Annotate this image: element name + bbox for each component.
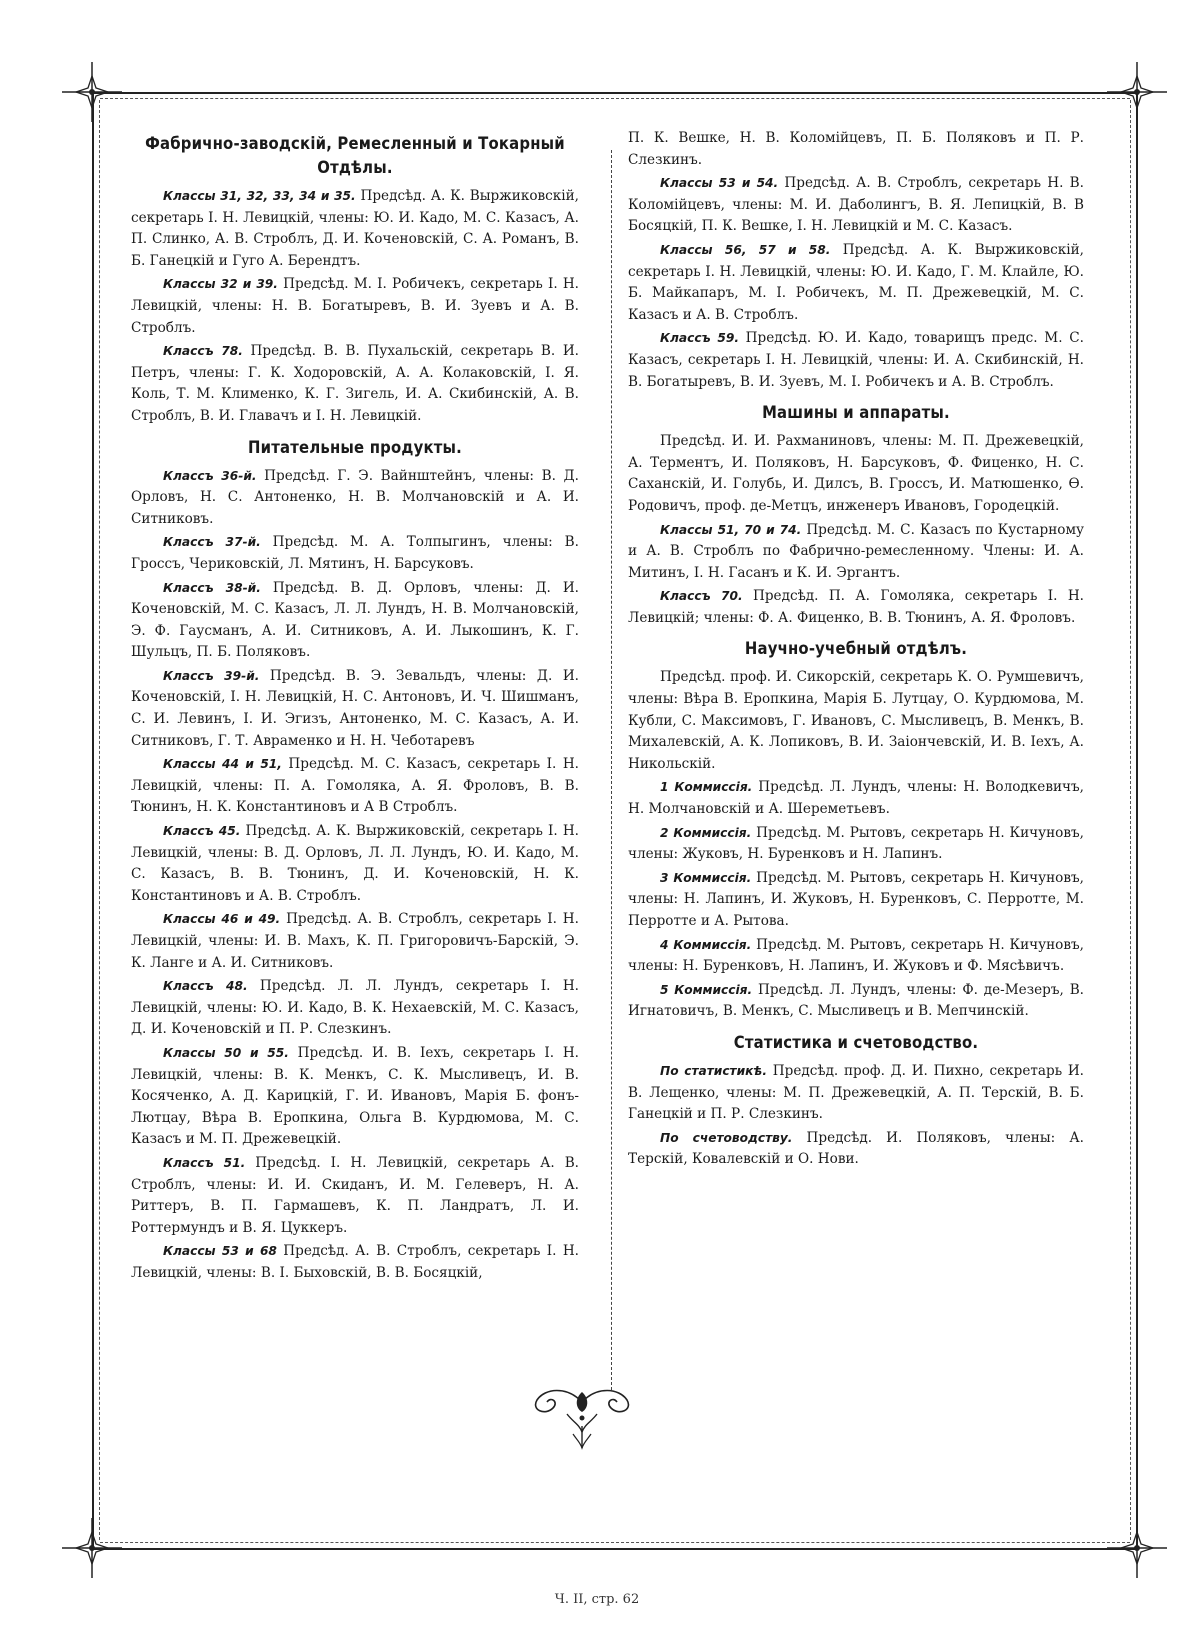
entry-label: По статистикѣ. <box>660 1063 768 1078</box>
entry <box>131 909 579 974</box>
entry <box>131 1241 579 1284</box>
entry-label: 2 Коммиссія. <box>660 825 752 840</box>
entry <box>131 578 579 664</box>
page-footer: Ч. II, стр. 62 <box>554 1592 640 1607</box>
section-title-science: Научно-учебный отдѣлъ. <box>744 639 968 659</box>
entry-label: Классъ 36-й. <box>163 468 257 483</box>
entry-label: Классы 51, 70 и 74. <box>660 522 802 537</box>
entry-text: Предсѣд. Л. Л. Лундъ, секретарь І. Н. Левицкій, члены: Ю. И. Кадо, В. К. Нехаевскій, М. С. Казасъ, Д. И. Коченовскій и П. Р. Слезкинъ. <box>131 978 579 1038</box>
entry-label: Классы 56, 57 и 58. <box>660 242 831 257</box>
entry-text: Предсѣд. И. Поляковъ, члены: А. Терскій, Ковалевскій и О. Нови. <box>628 1129 1084 1168</box>
corner-ornament-bottom-right-icon <box>1107 1518 1167 1578</box>
entry-text: Предсѣд. Г. Э. Вайнштейнъ, члены: В. Д. Орловъ, Н. С. Антоненко, Н. В. Молчановскій и А. И. Ситниковъ. <box>131 467 579 527</box>
entry-text: Предсѣд. Ю. И. Кадо, товарищъ предс. М. С. Казасъ, секретарь І. Н. Левицкій, члены: И. А. Скибинскій, Н. В. Богатыревъ, В. И. Зуевъ, М. І. Робичекъ и А. В. Строблъ. <box>628 330 1084 390</box>
entry-text: Предсѣд. В. В. Пухальскій, секретарь В. И. Петръ, члены: Г. К. Ходоровскій, А. А. Колаковскій, І. Я. Коль, Т. М. Клименко, К. Г. Зигель, И. А. Скибинскій, А. В. Строблъ, В. И. Главачъ и І. Н. Левицкій. <box>131 343 580 424</box>
entry-text: Предсѣд. А. В. Строблъ, секретарь І. Н. Левицкій, члены: В. І. Быховскій, В. В. Босяцкій, <box>131 1243 579 1281</box>
frame-left-inner-border <box>99 100 100 1540</box>
section-title-machines: Машины и аппараты. <box>762 403 950 423</box>
entry-text: Предсѣд. А. В. Строблъ, секретарь І. Н. Левицкій, члены: И. В. Махъ, К. П. Григоровичъ-Барскій, Э. К. Ланге и А. И. Ситниковъ. <box>131 911 579 971</box>
entry-text: Предсѣд. А. К. Выржиковскій, секретарь І. Н. Левицкій, члены: Ю. И. Кадо, Г. М. Клайле, Ю. Б. Майкапаръ, М. І. Робичекъ, М. П. Дрежевецкій, М. С. Казасъ и А. В. Строблъ. <box>628 241 1084 323</box>
entry-label: По счетоводству. <box>660 1130 793 1145</box>
entry-text: Предсѣд. проф. Д. И. Пихно, секретарь И. В. Лещенко, члены: М. П. Дрежевецкій, А. П. Терскій, В. Б. Ганецкій и П. Р. Слезкинъ. <box>628 1062 1085 1123</box>
entry-label: Классъ 39-й. <box>163 668 260 683</box>
entry-label: Классъ 70. <box>660 589 743 604</box>
corner-ornament-top-right-icon <box>1107 62 1167 122</box>
entry <box>131 666 579 752</box>
entry <box>628 1128 1084 1171</box>
entry <box>131 821 579 907</box>
entry <box>131 754 579 819</box>
entry <box>628 328 1084 393</box>
entry <box>628 777 1084 820</box>
entry-text: Предсѣд. М. А. Толпыгинъ, члены: В. Гроссъ, Чериковскій, Л. Мятинъ, Н. Барсуковъ. <box>131 534 579 572</box>
entry-label: Классы 31, 32, 33, 34 и 35. <box>163 189 356 203</box>
frame-right-border <box>1136 92 1138 1548</box>
entry <box>628 1061 1084 1126</box>
entry-text: Предсѣд. М. Рытовъ, секретарь Н. Кичуновъ, члены: Н. Лапинъ, И. Жуковъ, Н. Буренковъ, С. Перротте, М. Перротте и А. Рытова. <box>628 869 1084 929</box>
entry-text: Предсѣд. М. С. Казасъ по Кустарному и А. В. Строблъ по Фабрично-ремесленному. Члены: И. А. Митинъ, І. Н. Гасанъ и К. И. Эргантъ. <box>628 521 1085 581</box>
section-title-food: Питательные продукты. <box>248 437 462 457</box>
frame-right-inner-border <box>1130 100 1131 1540</box>
entry-text: Предсѣд. І. Н. Левицкій, секретарь А. В. Строблъ, члены: И. И. Скиданъ, И. М. Гелеверъ, Н. А. Риттеръ, В. П. Гармашевъ, К. П. Ландратъ, Л. И. Роттермундъ и В. Я. Цуккеръ. <box>131 1154 580 1236</box>
entry <box>131 1043 579 1151</box>
entry <box>131 274 579 339</box>
frame-bottom-inner-border <box>100 1542 1130 1543</box>
section-title-fabric: Фабрично-заводскій, Ремесленный и Токарный Отдѣлы. <box>145 134 565 177</box>
entry <box>628 173 1084 238</box>
section-intro: Предсѣд. И. И. Рахманиновъ, члены: М. П. Дрежевецкій, А. Терментъ, И. Поляковъ, Н. Барсуковъ, Ф. Фиценко, Н. С. Саханскій, И. Голубь, И. Дилсъ, В. Гроссъ, И. Матюшенко, Ѳ. Родовичъ, проф. де-Метцъ, инженеръ Ивановъ, Городецкій. <box>628 433 1084 514</box>
entry <box>131 1153 579 1239</box>
entry-label: Классъ 48. <box>163 979 248 994</box>
entry-label: Классъ 45. <box>163 824 241 839</box>
entry-text: Предсѣд. М. Рытовъ, секретарь Н. Кичуновъ, члены: Жуковъ, Н. Буренковъ и Н. Лапинъ. <box>628 824 1084 863</box>
entry-text: Предсѣд. М. Рытовъ, секретарь Н. Кичуновъ, члены: Н. Буренковъ, Н. Лапинъ, И. Жуковъ и Ф. Мясѣвичъ. <box>628 936 1084 975</box>
entry-text: Предсѣд. В. Э. Зевальдъ, члены: Д. И. Коченовскій, І. Н. Левицкій, Н. С. Антоновъ, И. Ч. Шишманъ, С. И. Левинъ, І. И. Эгизъ, Антоненко, М. С. Казасъ, А. И. Ситниковъ, Г. Т. Авраменко и Н. Н. Чеботаревъ <box>131 667 579 749</box>
entry-label: Классы 44 и 51, <box>163 757 282 772</box>
entry-label: Классъ 78. <box>163 344 243 359</box>
entry-text: Предсѣд. А. К. Выржиковскій, секретарь І. Н. Левицкій, члены: Ю. И. Кадо, М. С. Казасъ, А. П. Слинко, А. В. Строблъ, Д. И. Коченовскій, С. А. Романъ, В. Б. Ганецкій и Гуго А. Берендтъ. <box>131 188 579 269</box>
section-title-stats: Статистика и счетоводство. <box>733 1032 979 1052</box>
entry <box>628 980 1084 1023</box>
entry-label: 5 Коммиссія. <box>660 982 753 997</box>
frame-bottom-border <box>92 1548 1138 1550</box>
entry-label: Классъ 51. <box>163 1155 246 1170</box>
entry-text: Предсѣд. И. В. Іехъ, секретарь І. Н. Левицкій, члены: В. К. Менкъ, С. К. Мысливецъ, И. В. Косяченко, А. Д. Карицкій, Г. И. Ивановъ, Марія Б. фонъ-Лютцау, Вѣра В. Еропкина, Ольга В. Курдюмова, М. С. Казасъ и М. П. Дрежевецкій. <box>131 1044 580 1148</box>
entry-label: 1 Коммиссія. <box>660 780 753 795</box>
entry-label: Классы 46 и 49. <box>163 912 281 927</box>
corner-ornament-top-left-icon <box>62 62 122 122</box>
entry-text: Предсѣд. Л. Лундъ, члены: Н. Володкевичъ, Н. Молчановскій и А. Шереметьевъ. <box>628 779 1084 818</box>
entry <box>628 520 1084 585</box>
entry-text: Предсѣд. Л. Лундъ, члены: Ф. де-Мезеръ, В. Игнатовичъ, В. Менкъ, С. Мысливецъ и В. Мепчинскій. <box>628 981 1085 1020</box>
entry-text: Предсѣд. М. І. Робичекъ, секретарь І. Н. Левицкій, члены: Н. В. Богатыревъ, В. И. Зуевъ и А. В. Строблъ. <box>131 276 580 336</box>
entry-text: Предсѣд. В. Д. Орловъ, члены: Д. И. Коченовскій, М. С. Казасъ, Л. Л. Лундъ, Н. В. Молчановскій, Э. Ф. Гаусманъ, А. И. Ситниковъ, А. И. Лыкошинъ, К. Г. Шульцъ, П. Б. Поляковъ. <box>131 579 580 661</box>
entry <box>131 466 579 531</box>
entry-label: Классы 53 и 68 <box>163 1244 277 1259</box>
right-column <box>628 128 1084 1173</box>
entry-text: Предсѣд. А. К. Выржиковскій, секретарь І. Н. Левицкій, члены: В. Д. Орловъ, Л. Л. Лундъ, Ю. И. Кадо, М. С. Казасъ, В. В. Тюнинъ, Д. И. Коченовскій, Н. К. Константиновъ и А. В. Строблъ. <box>131 823 579 904</box>
entry-text: Предсѣд. П. А. Гомоляка, секретарь І. Н. Левицкій; члены: Ф. А. Фиценко, В. В. Тюнинъ, А. Я. Фроловъ. <box>628 588 1085 626</box>
entry <box>628 586 1084 629</box>
entry-label: 4 Коммиссія. <box>660 937 752 952</box>
entry <box>628 868 1084 933</box>
entry <box>131 532 579 575</box>
entry-text: Предсѣд. М. С. Казасъ, секретарь І. Н. Левицкій, члены: П. А. Гомоляка, А. Я. Фроловъ, В. В. Тюнинъ, Н. К. Константиновъ и А В Строблъ. <box>131 756 579 816</box>
entry <box>628 823 1084 866</box>
entry-label: Классы 53 и 54. <box>660 176 779 191</box>
entry-text: Предсѣд. А. В. Строблъ, секретарь Н. В. Коломійцевъ, члены: М. И. Даболингъ, В. Я. Лепицкій, В. В Босяцкій, П. К. Вешке, І. Н. Левицкій и М. С. Казасъ. <box>628 175 1084 235</box>
entry-label: Классъ 37-й. <box>163 535 261 550</box>
end-ornament-icon <box>527 1382 637 1454</box>
column-divider <box>611 150 612 1390</box>
frame-top-inner-border <box>100 98 1130 99</box>
left-column <box>131 128 579 1287</box>
entry-label: Классы 50 и 55. <box>163 1045 289 1060</box>
entry <box>131 341 579 427</box>
entry-label: Классъ 38-й. <box>163 580 261 595</box>
entry <box>628 240 1084 326</box>
entry-label: Классъ 59. <box>660 331 739 346</box>
frame-top-border <box>92 92 1138 94</box>
entry-label: 3 Коммиссія. <box>660 870 752 885</box>
section-intro: Предсѣд. проф. И. Сикорскій, секретарь К. О. Румшевичъ, члены: Вѣра В. Еропкина, Марія Б. Лутцау, О. Курдюмова, М. Кубли, С. Максимовъ, Г. Ивановъ, С. Мысливецъ, В. Менкъ, В. Михалевскій, А. К. Лопиковъ, В. И. Заіончевскій, И. В. Іехъ, А. Никольскій. <box>628 669 1084 772</box>
entry <box>131 976 579 1041</box>
frame-left-border <box>92 92 94 1548</box>
entry <box>131 186 579 272</box>
continuation-text: П. К. Вешке, Н. В. Коломійцевъ, П. Б. Поляковъ и П. Р. Слезкинъ. <box>628 130 1084 168</box>
corner-ornament-bottom-left-icon <box>62 1518 122 1578</box>
entry-label: Классы 32 и 39. <box>163 277 278 292</box>
entry <box>628 935 1084 978</box>
